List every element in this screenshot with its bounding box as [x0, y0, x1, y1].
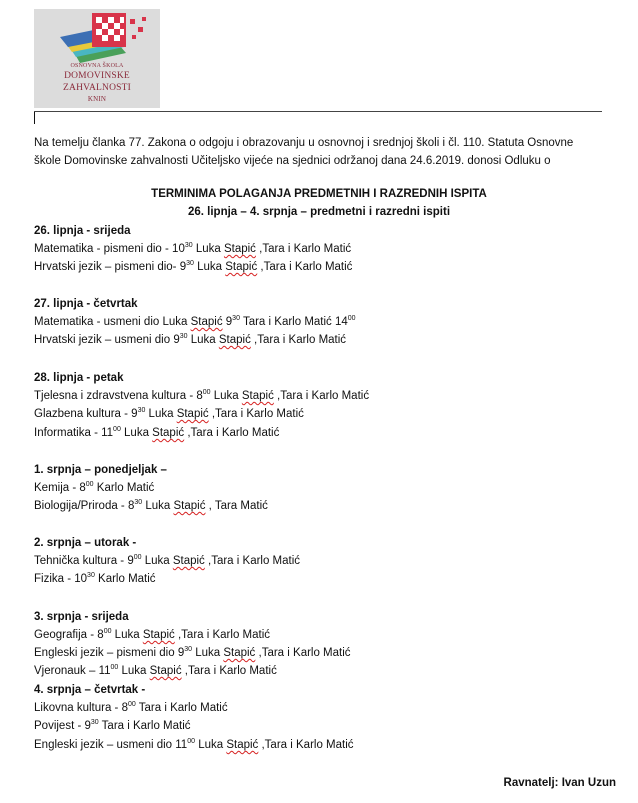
- spellcheck-word: Stapić: [218, 334, 251, 346]
- exam-row: Tehnička kultura - $9^{00}$ Luka Stapić ,Tara i Karlo Matić: [34, 554, 301, 567]
- exam-row: Glazbena kultura - $9^{30}$ Luka Stapić ,Tara i Karlo Matić: [34, 407, 304, 420]
- spellcheck-word: Stapić: [223, 647, 256, 659]
- spellcheck-word: Stapić: [152, 427, 185, 439]
- logo-text-line1: OSNOVNA ŠKOLA: [70, 63, 124, 69]
- day-heading: 4. srpnja – četvrtak -: [34, 684, 146, 696]
- text-cursor: [34, 112, 35, 124]
- exam-row: Povijest - $9^{30}$ Tara i Karlo Matić: [34, 719, 191, 732]
- logo-emblem-icon: [34, 9, 160, 65]
- exam-row: Vjeronauk – $11^{00}$ Luka Stapić ,Tara i Karlo Matić: [34, 664, 277, 677]
- exam-row: Informatika - $11^{00}$ Luka Stapić ,Tara i Karlo Matić: [34, 426, 280, 439]
- spellcheck-word: Stapić: [241, 390, 274, 402]
- logo-text-line2: DOMOVINSKE: [64, 71, 130, 81]
- principal-signature: Ravnatelj: Ivan Uzun: [503, 777, 616, 789]
- header-divider: [34, 111, 602, 112]
- exam-row: Tjelesna i zdravstvena kultura - $8^{00}$ Luka Stapić ,Tara i Karlo Matić: [34, 389, 370, 402]
- exam-row: Likovna kultura - $8^{00}$ Tara i Karlo Matić: [34, 701, 228, 714]
- intro-paragraph: [34, 134, 609, 170]
- document-title: TERMINIMA POLAGANJA PREDMETNIH I RAZREDNIH ISPITA: [151, 188, 487, 200]
- document-subtitle: 26. lipnja – 4. srpnja – predmetni i razredni ispiti: [187, 206, 451, 218]
- spellcheck-word: Stapić: [223, 243, 256, 255]
- day-heading: 1. srpnja – ponedjeljak –: [34, 464, 167, 476]
- exam-row: Engleski jezik – pismeni dio $9^{30}$ Luka Stapić ,Tara i Karlo Matić: [34, 646, 351, 659]
- day-heading: 26. lipnja - srijeda: [34, 225, 131, 237]
- intro-line: škole Domovinske zahvalnosti Učiteljsko vijeće na sjednici održanoj dana 24.6.2019. donosi Odluku o: [34, 155, 551, 167]
- day-heading: 2. srpnja – utorak -: [34, 537, 137, 549]
- exam-row: Hrvatski jezik – usmeni dio $9^{30}$ Luka Stapić ,Tara i Karlo Matić: [34, 333, 347, 346]
- intro-line: Na temelju članka 77. Zakona o odgoju i obrazovanju u osnovnoj i srednjoj školi i čl. 110. Statuta Osnovne: [34, 137, 574, 149]
- exam-row: Kemija - $8^{00}$ Karlo Matić: [34, 481, 155, 494]
- spellcheck-word: Stapić: [173, 500, 206, 512]
- exam-row: Hrvatski jezik – pismeni dio- $9^{30}$ Luka Stapić ,Tara i Karlo Matić: [34, 260, 353, 273]
- day-heading: 27. lipnja - četvrtak: [34, 298, 138, 310]
- spellcheck-word: Stapić: [142, 629, 175, 641]
- spellcheck-word: Stapić: [176, 408, 209, 420]
- exam-row: Matematika - usmeni dio Luka Stapić $9^{30}$ Tara i Karlo Matić $14^{00}$: [34, 315, 356, 328]
- school-logo: [34, 9, 160, 108]
- logo-text-line3: ZAHVALNOSTI: [63, 83, 131, 93]
- spellcheck-word: Stapić: [172, 555, 205, 567]
- spellcheck-word: Stapić: [190, 316, 223, 328]
- spellcheck-word: Stapić: [226, 739, 259, 751]
- spellcheck-word: Stapić: [149, 665, 182, 677]
- exam-row: Fizika - $10^{30}$ Karlo Matić: [34, 572, 156, 585]
- exam-row: Geografija - $8^{00}$ Luka Stapić ,Tara i Karlo Matić: [34, 628, 271, 641]
- day-heading: 28. lipnja - petak: [34, 372, 124, 384]
- logo-text-line4: KNIN: [87, 95, 107, 103]
- exam-row: Matematika - pismeni dio - $10^{30}$ Luka Stapić ,Tara i Karlo Matić: [34, 242, 352, 255]
- exam-row: Biologija/Priroda - $8^{30}$ Luka Stapić , Tara Matić: [34, 499, 268, 512]
- day-heading: 3. srpnja - srijeda: [34, 611, 129, 623]
- exam-row: Engleski jezik – usmeni dio $11^{00}$ Luka Stapić ,Tara i Karlo Matić: [34, 738, 354, 751]
- spellcheck-word: Stapić: [225, 261, 258, 273]
